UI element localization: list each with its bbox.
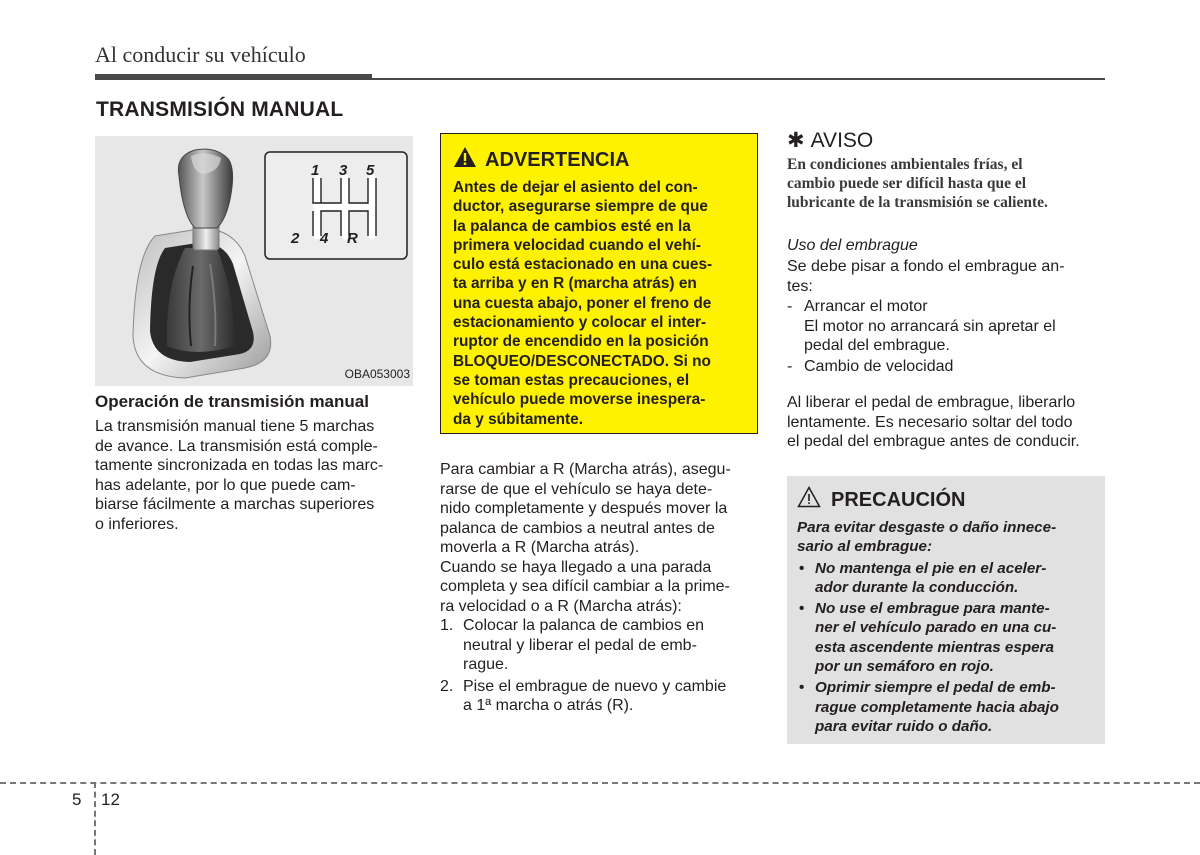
- text-line: o inferiores.: [95, 515, 179, 533]
- shift-label-5: 5: [366, 162, 375, 179]
- text-line: la palanca de cambios esté en la: [453, 217, 691, 235]
- bullet-marker: •: [799, 600, 805, 618]
- text-line: vehículo puede moverse inespera-: [453, 391, 706, 409]
- list-item: [797, 599, 1095, 676]
- warning-triangle-icon: [453, 146, 477, 174]
- running-header: Al conducir su vehículo: [95, 42, 306, 67]
- warning-box: [440, 133, 758, 434]
- step-number: 1.: [440, 617, 454, 634]
- caution-box: [787, 476, 1105, 744]
- reverse-paragraph-1: [440, 460, 760, 558]
- reverse-paragraph-2: [440, 558, 760, 617]
- text-line: En condiciones ambientales frías, el: [787, 156, 1023, 173]
- list-item-text: Arrancar el motor: [804, 298, 928, 315]
- text-line: rarse de que el vehículo se haya dete-: [440, 480, 713, 498]
- text-line: lubricante de la transmisión se caliente.: [787, 194, 1048, 211]
- caution-list: [797, 559, 1095, 737]
- text-line: Para cambiar a R (Marcha atrás), asegu-: [440, 461, 731, 478]
- clutch-release-text: [787, 393, 1107, 452]
- text-line: ta arriba y en R (marcha atrás) en: [453, 275, 697, 293]
- text-line: estacionamiento y colocar el inter-: [453, 314, 707, 332]
- gear-shift-figure: [95, 136, 413, 386]
- notice-column: [787, 128, 1107, 452]
- header-rule-thick: [95, 74, 372, 80]
- clutch-list: [787, 297, 1107, 376]
- step-number: 2.: [440, 677, 454, 695]
- list-item: [440, 677, 760, 716]
- text-line: rague completamente hacia abajo: [815, 698, 1059, 716]
- text-line: biarse fácilmente a marchas superiores: [95, 496, 375, 513]
- shift-label-1: 1: [311, 162, 320, 179]
- asterisk-icon: ✱: [787, 129, 805, 152]
- bullet-marker: •: [799, 679, 805, 697]
- text-line: completa y sea difícil cambiar a la prime-: [440, 578, 730, 595]
- text-line: culo está estacionado en una cues-: [453, 256, 713, 274]
- text-line: Para evitar desgaste o daño innece-: [797, 519, 1057, 536]
- text-line: Al liberar el pedal de embrague, liberarlo: [787, 394, 1076, 411]
- warning-text: [453, 178, 745, 429]
- text-line: No mantenga el pie en el aceler-: [815, 559, 1047, 577]
- text-line: nido completamente y después mover la: [440, 500, 728, 517]
- text-line: sario al embrague:: [797, 538, 933, 556]
- footer-divider: [94, 782, 96, 855]
- text-line: tamente sincronizada en todas las marc-: [95, 457, 384, 474]
- text-line: rague.: [463, 656, 509, 673]
- text-line: No use el embrague para mante-: [815, 600, 1050, 618]
- text-line: el pedal del embrague antes de conducir.: [787, 433, 1080, 450]
- text-line: ador durante la conducción.: [815, 578, 1019, 596]
- aviso-title: AVISO: [810, 128, 874, 152]
- text-line: de avance. La transmisión está comple-: [95, 437, 378, 455]
- operation-section: [95, 391, 413, 534]
- operation-paragraph: [95, 417, 413, 534]
- footer-rule: [0, 782, 1200, 784]
- text-line: primera velocidad cuando el vehí-: [453, 236, 702, 254]
- aviso-header: [787, 128, 1107, 153]
- text-line: has adelante, por lo que puede cam-: [95, 476, 356, 494]
- text-line: lentamente. Es necesario soltar del todo: [787, 413, 1073, 431]
- header-rule-thin: [372, 78, 1105, 80]
- text-line: a 1ª marcha o atrás (R).: [463, 697, 634, 714]
- warning-header: [453, 146, 745, 174]
- text-line: cambio puede ser difícil hasta que el: [787, 175, 1027, 192]
- shift-label-2: 2: [291, 230, 300, 247]
- caution-title: PRECAUCIÓN: [831, 488, 966, 511]
- warning-title: ADVERTENCIA: [485, 148, 630, 171]
- text-line: ra velocidad o a R (Marcha atrás):: [440, 597, 682, 615]
- section-title: TRANSMISIÓN MANUAL: [96, 98, 344, 121]
- list-item-text: Cambio de velocidad: [804, 357, 954, 375]
- list-item: [787, 297, 1107, 356]
- list-item: [787, 357, 1107, 377]
- text-line: moverla a R (Marcha atrás).: [440, 539, 640, 556]
- aviso-text: [787, 155, 1107, 212]
- page-number: 12: [101, 790, 120, 809]
- caution-intro: [797, 518, 1095, 557]
- reverse-steps: [440, 616, 760, 716]
- text-line: ruptor de encendido en la posición: [453, 333, 709, 351]
- reverse-section: [440, 460, 760, 718]
- dash-marker: -: [787, 357, 793, 375]
- list-item: [797, 678, 1095, 736]
- caution-header: [797, 486, 1095, 514]
- text-line: palanca de cambios a neutral antes de: [440, 519, 715, 537]
- list-item: [440, 616, 760, 675]
- clutch-heading: Uso del embrague: [787, 237, 918, 254]
- text-line: esta ascendente mientras espera: [815, 638, 1054, 656]
- text-line: Colocar la palanca de cambios en: [463, 617, 705, 634]
- clutch-intro: [787, 257, 1107, 296]
- text-line: Se debe pisar a fondo el embrague an-: [787, 258, 1065, 275]
- text-line: da y súbitamente.: [453, 410, 584, 428]
- text-line: Antes de dejar el asiento del con-: [453, 179, 698, 196]
- text-line: Oprimir siempre el pedal de emb-: [815, 679, 1056, 697]
- text-line: El motor no arrancará sin apretar el: [804, 317, 1056, 335]
- text-line: para evitar ruido o daño.: [815, 717, 993, 735]
- shift-label-r: R: [347, 230, 358, 247]
- shift-label-4: 4: [320, 230, 329, 247]
- text-line: Pise el embrague de nuevo y cambie: [463, 677, 727, 695]
- text-line: BLOQUEO/DESCONECTADO. Si no: [453, 352, 711, 370]
- text-line: pedal del embrague.: [804, 337, 950, 354]
- bullet-marker: •: [799, 559, 805, 577]
- text-line: una cuesta abajo, poner el freno de: [453, 294, 712, 312]
- text-line: Cuando se haya llegado a una parada: [440, 558, 712, 576]
- text-line: tes:: [787, 277, 813, 295]
- figure-code: OBA053003: [344, 367, 410, 381]
- dash-marker: -: [787, 298, 793, 315]
- text-line: ner el vehículo parado en una cu-: [815, 619, 1057, 637]
- text-line: por un semáforo en rojo.: [815, 658, 994, 676]
- list-item: [797, 559, 1095, 598]
- text-line: La transmisión manual tiene 5 marchas: [95, 418, 375, 435]
- chapter-number: 5: [72, 790, 82, 809]
- text-line: neutral y liberar el pedal de emb-: [463, 636, 697, 654]
- shift-label-3: 3: [339, 162, 348, 179]
- text-line: se toman estas precauciones, el: [453, 371, 690, 389]
- caution-triangle-icon: [797, 486, 821, 514]
- operation-heading: Operación de transmisión manual: [95, 392, 369, 411]
- text-line: ductor, asegurarse siempre de que: [453, 198, 708, 216]
